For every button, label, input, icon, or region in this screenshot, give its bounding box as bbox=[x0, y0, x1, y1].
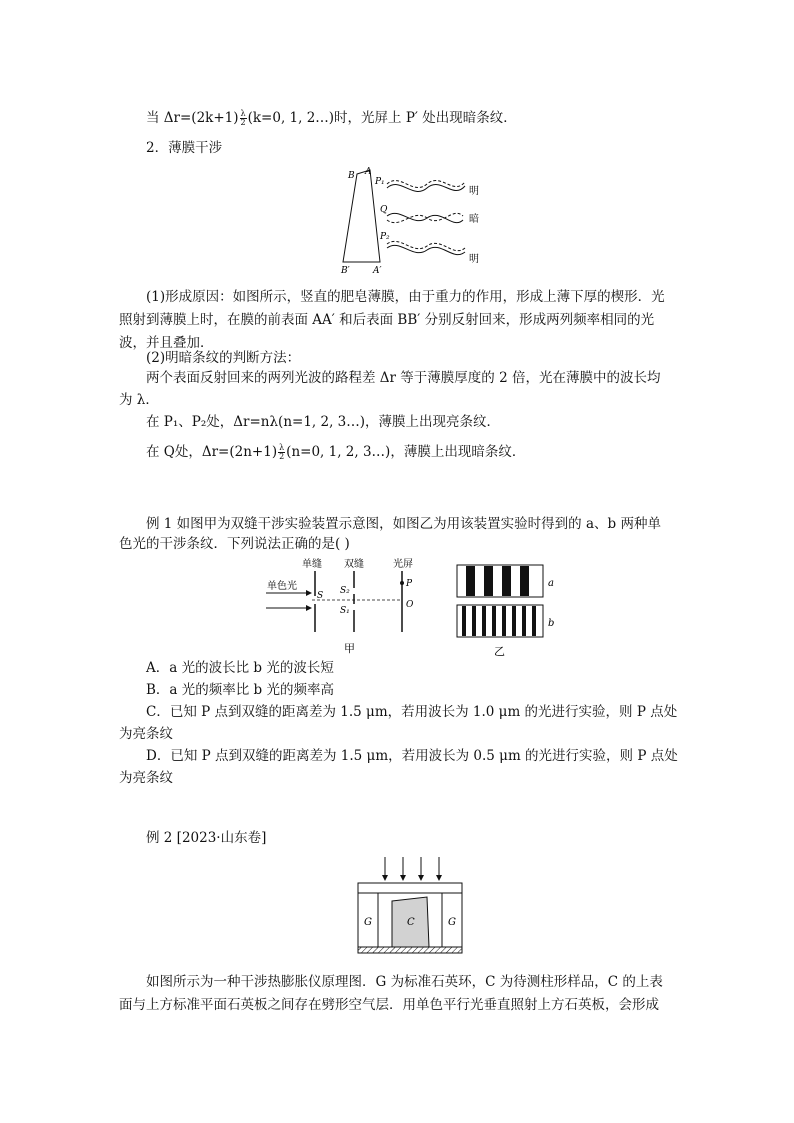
dark-condition-suffix: (k=0, 1, 2…)时，光屏上 P′ 处出现暗条纹． bbox=[247, 110, 517, 126]
fringes-b-stripe bbox=[472, 606, 476, 636]
label-g-right: G bbox=[448, 917, 456, 928]
label-q: Q bbox=[380, 205, 388, 215]
section-title-thin-film: 2．薄膜干涉 bbox=[146, 140, 223, 156]
label-a: A bbox=[365, 167, 372, 177]
interference-fringe-figure bbox=[456, 564, 568, 660]
label-s: S bbox=[317, 591, 324, 601]
fringes-b-stripe bbox=[522, 606, 526, 636]
label-bright-2: 明 bbox=[469, 254, 479, 265]
dark-fringe-line bbox=[146, 440, 706, 464]
label-g-left: G bbox=[364, 917, 372, 928]
example2-text-line-1: 如图所示为一种干涉热膨胀仪原理图．G 为标准石英环，C 为待测柱形样品，C 的上表 bbox=[146, 974, 663, 990]
label-s2: S₂ bbox=[340, 586, 350, 596]
base-plate bbox=[358, 947, 462, 953]
label-p1: P₁ bbox=[375, 177, 385, 187]
figure-yi-caption: 乙 bbox=[494, 645, 505, 658]
wave-bright-1-solid bbox=[387, 185, 465, 192]
option-d-line-1: D．已知 P 点到双缝的距离差为 1.5 μm，若用波长为 0.5 μm 的光进行实验，则 P 点处 bbox=[146, 748, 678, 764]
incident-light-arrows bbox=[382, 857, 442, 881]
cause-line-3: 波，并且叠加． bbox=[119, 335, 214, 351]
fringes-b-stripe bbox=[482, 606, 486, 636]
fringes-a-stripe bbox=[502, 566, 511, 596]
label-b-prime: B′ bbox=[341, 266, 350, 276]
lambda-over-2-fraction bbox=[240, 110, 247, 127]
quartz-plate bbox=[358, 883, 462, 893]
fringes-a-stripe bbox=[484, 566, 493, 596]
fringes-b-stripe bbox=[502, 606, 506, 636]
dark-fringe-condition-line bbox=[146, 106, 706, 130]
figure-jia-caption: 甲 bbox=[344, 642, 355, 655]
dark-condition-prefix: 当 Δr=(2k+1) bbox=[146, 110, 239, 126]
label-p2: P₂ bbox=[380, 232, 390, 242]
point-p bbox=[400, 581, 404, 585]
cause-line-1: (1)形成原因：如图所示，竖直的肥皂薄膜，由于重力的作用，形成上薄下厚的楔形．光 bbox=[146, 289, 665, 305]
label-s1: S₁ bbox=[340, 606, 350, 616]
single-slit-label: 单缝 bbox=[302, 559, 322, 570]
thin-film-figure bbox=[335, 162, 495, 278]
fringes-a-stripe bbox=[466, 566, 475, 596]
fringe-label-b: b bbox=[548, 618, 555, 629]
label-b: B bbox=[348, 171, 355, 181]
mono-light-label: 单色光 bbox=[267, 581, 297, 592]
fringes-b-stripe bbox=[532, 606, 536, 636]
frac-numerator: λ bbox=[240, 109, 246, 118]
double-slit-apparatus-figure bbox=[262, 556, 430, 656]
fringes-a-stripe bbox=[520, 566, 529, 596]
film-dark-prefix: 在 Q处，Δr=(2n+1) bbox=[146, 444, 278, 460]
example2-title: 例 2 [2023·山东卷] bbox=[146, 830, 267, 846]
wave-bright-1-dashed bbox=[387, 181, 465, 188]
option-c-line-2: 为亮条纹 bbox=[119, 726, 173, 742]
label-o: O bbox=[406, 600, 414, 610]
incident-arrow-bottom bbox=[306, 605, 312, 611]
label-dark: 暗 bbox=[469, 214, 479, 225]
label-bright-1: 明 bbox=[469, 186, 479, 197]
fringe-label-a: a bbox=[548, 578, 554, 589]
incident-arrow-top bbox=[306, 590, 312, 596]
double-slit-label: 双缝 bbox=[344, 559, 364, 570]
wave-dark-solid bbox=[387, 213, 463, 222]
cause-line-2: 照射到薄膜上时，在膜的前表面 AA′ 和后表面 BB′ 分别反射回来，形成两列频率相同的光 bbox=[119, 312, 655, 328]
option-c-line-1: C．已知 P 点到双缝的距离差为 1.5 μm，若用波长为 1.0 μm 的光进行实验，则 P 点处 bbox=[146, 704, 678, 720]
option-b: B．a 光的频率比 b 光的频率高 bbox=[146, 682, 334, 698]
judge-method-title: (2)明暗条纹的判断方法： bbox=[146, 350, 301, 366]
thermal-expansion-dilatometer-figure bbox=[355, 857, 465, 957]
fringes-b-stripe bbox=[462, 606, 466, 636]
frac-denominator: 2 bbox=[240, 118, 246, 127]
film-dark-suffix: (n=0, 1, 2, 3…)，薄膜上出现暗条纹． bbox=[286, 444, 526, 460]
fringes-b-stripe bbox=[492, 606, 496, 636]
judge-line-1: 两个表面反射回来的两列光波的路程差 Δr 等于薄膜厚度的 2 倍，光在薄膜中的波长均 bbox=[146, 370, 661, 386]
fringe-box-b bbox=[457, 605, 543, 637]
option-a: A．a 光的波长比 b 光的波长短 bbox=[146, 660, 334, 676]
film-frac-numerator: λ bbox=[279, 443, 285, 452]
fringes-b-stripe bbox=[512, 606, 516, 636]
film-lambda-over-2-fraction bbox=[278, 444, 285, 461]
label-a-prime: A′ bbox=[373, 266, 382, 276]
screen-label: 光屏 bbox=[393, 559, 413, 570]
label-c: C bbox=[407, 917, 415, 928]
bright-fringe-line: 在 P₁、P₂处，Δr=nλ(n=1, 2, 3…)，薄膜上出现亮条纹． bbox=[146, 414, 501, 430]
label-p: P bbox=[406, 579, 413, 589]
example1-stem-line-1: 例 1 如图甲为双缝干涉实验装置示意图，如图乙为用该装置实验时得到的 a、b 两种单 bbox=[146, 516, 661, 532]
judge-line-2: 为 λ． bbox=[119, 392, 159, 408]
option-d-line-2: 为亮条纹 bbox=[119, 770, 173, 786]
example1-stem-line-2: 色光的干涉条纹．下列说法正确的是( ) bbox=[119, 536, 350, 552]
example2-text-line-2: 面与上方标准平面石英板之间存在劈形空气层．用单色平行光垂直照射上方石英板，会形成 bbox=[119, 997, 659, 1013]
film-frac-denominator: 2 bbox=[279, 452, 285, 461]
